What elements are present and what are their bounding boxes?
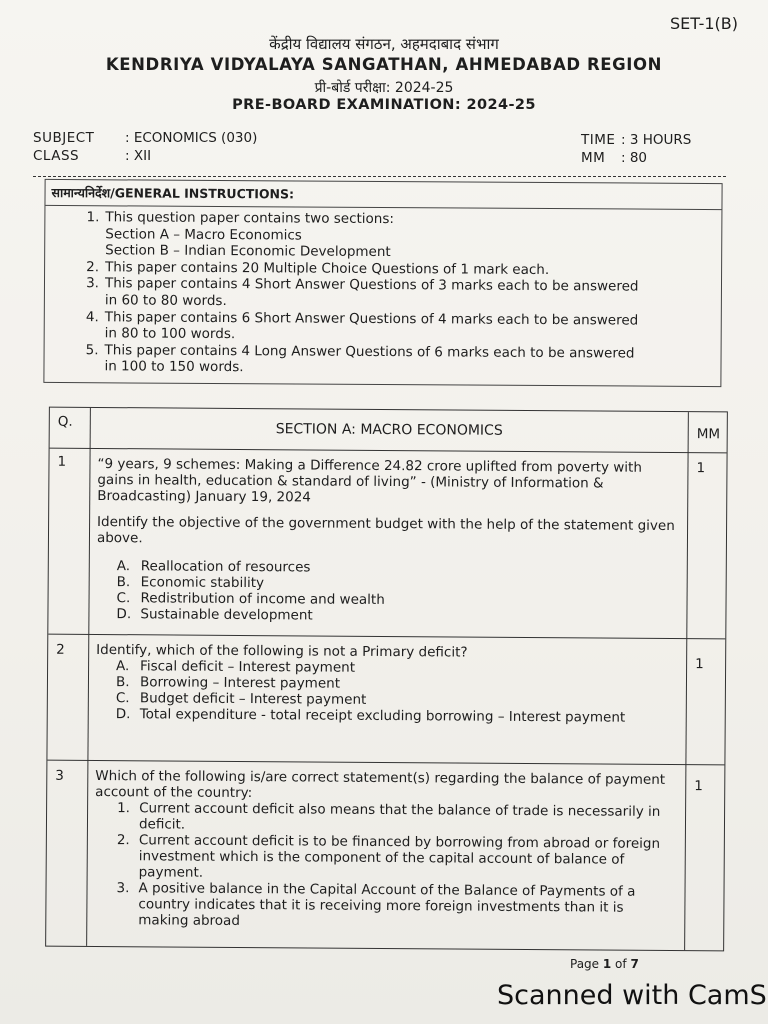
question-quote: “9 years, 9 schemes: Making a Difference 24.82 crore uplifted from poverty with gains in health, education & standard of living” - (Ministry of Information & Broadcasting) January 19, 2024 [97,455,642,506]
answer-options [96,558,679,626]
option-label: C. [115,690,130,707]
statement-text: A positive balance in the Capital Account of the Balance of Payments of a country indicates that it is receiving more foreign investments than it is making abroad [138,880,636,929]
section-title: SECTION A: MACRO ECONOMICS [275,421,503,439]
exam-title-hindi: प्री-बोर्ड परीक्षा: 2024-25 [314,80,454,96]
statement-text: Current account deficit also means that the balance of trade is necessarily in deficit. [138,800,661,833]
instruction-number: 5. [85,341,99,359]
column-header-question: Q. [57,413,73,430]
instruction-number: 2. [86,258,100,276]
time-label: TIME [581,132,616,148]
column-header-marks: MM [696,426,721,443]
subject-value: : ECONOMICS (030) [125,130,258,146]
statement-list [94,800,678,932]
answer-option [116,606,679,626]
question-marks: 1 [696,460,706,477]
instruction-text: This paper contains 6 Short Answer Questions of 4 marks each to be answered in 80 to 100 words. [104,308,639,343]
page-total: 7 [630,957,639,971]
instruction-text: This paper contains 4 Short Answer Questions of 3 marks each to be answered in 60 to 80 words. [104,275,639,310]
general-instructions-box [43,179,722,387]
option-label: B. [116,574,131,591]
option-text: Reallocation of resources [140,558,311,576]
instruction-number: 4. [85,308,99,325]
option-text: Redistribution of income and wealth [140,590,385,608]
time-line [581,131,691,149]
answer-option [116,706,679,726]
org-name-hindi: केंद्रीय विद्यालय संगठन, अहमदाबाद संभाग [269,35,499,53]
max-marks-line [581,149,691,167]
table-header-row [50,408,727,454]
table-row [47,634,725,766]
option-label: C. [116,590,131,607]
option-label: A. [116,658,130,675]
subject-line [33,129,257,147]
instructions-list [44,206,721,379]
statement-number: 2. [116,832,130,849]
question-marks: 1 [694,778,703,795]
option-text: Borrowing – Interest payment [139,674,341,692]
question-body [94,768,678,932]
question-number: 1 [57,453,67,470]
table-row [48,448,726,640]
scanner-watermark: Scanned with CamS [497,980,767,1011]
option-label: D. [115,706,131,723]
instruction-number: 1. [86,209,100,226]
instruction-item [45,209,721,263]
instruction-text: This question paper contains two sections: Section A – Macro Economics Section B – Indian Economic Development [105,209,395,261]
set-code: SET-1(B) [670,14,738,33]
question-prompt: Identify the objective of the government budget with the help of the statement given above. [96,513,675,547]
option-text: Sustainable development [140,606,313,624]
subject-class-block [33,129,257,165]
question-number: 3 [55,767,64,784]
option-text: Total expenditure - total receipt excluding borrowing – Interest payment [139,706,626,726]
class-label: CLASS [33,148,80,164]
question-body [96,456,680,626]
exam-title: PRE-BOARD EXAMINATION: 2024-25 [232,97,536,113]
statement-item [116,880,677,932]
header-divider [33,176,726,177]
instructions-title: सामान्यनिर्देश/GENERAL INSTRUCTIONS: [45,180,721,210]
page-prefix: Page [570,957,603,971]
statement-number: 3. [116,880,130,897]
instruction-text: This paper contains 4 Long Answer Questions of 6 marks each to be answered in 100 to 150 words. [104,342,635,376]
question-prompt: Which of the following is/are correct statement(s) regarding the balance of payment account of the country: [95,767,666,802]
instruction-item [45,308,721,345]
option-text: Budget deficit – Interest payment [139,690,367,708]
questions-table [45,407,728,952]
max-marks-value: : 80 [621,150,648,166]
subject-label: SUBJECT [33,130,95,146]
time-marks-block [581,131,691,167]
statement-number: 1. [117,800,131,817]
option-text: Economic stability [140,574,265,592]
option-label: D. [116,606,132,623]
page-mid: of [611,957,631,971]
class-line [33,147,257,165]
table-row [46,760,724,950]
option-label: B. [115,674,130,691]
statement-text: Current account deficit is to be financed by borrowing from abroad or foreign investment which is the component of the capital account of balance of payment. [138,832,661,881]
statement-item [117,832,678,884]
page-number [570,957,639,971]
instruction-text: This paper contains 20 Multiple Choice Questions of 1 mark each. [105,259,550,278]
time-value: : 3 HOURS [621,132,692,148]
question-marks: 1 [695,656,704,673]
page-current: 1 [602,957,612,971]
question-number: 2 [56,641,65,658]
question-body [96,642,680,726]
instruction-item [45,275,721,312]
answer-options [96,658,679,726]
instruction-number: 3. [86,275,100,292]
max-marks-label: MM [581,150,606,166]
statement-item [117,800,678,836]
class-value: : XII [125,148,152,164]
org-name: KENDRIYA VIDYALAYA SANGATHAN, AHMEDABAD REGION [105,55,663,74]
question-prompt: Identify, which of the following is not a Primary deficit? [96,641,468,661]
instruction-item [44,342,720,379]
option-label: A. [116,558,131,575]
option-text: Fiscal deficit – Interest payment [140,658,356,676]
